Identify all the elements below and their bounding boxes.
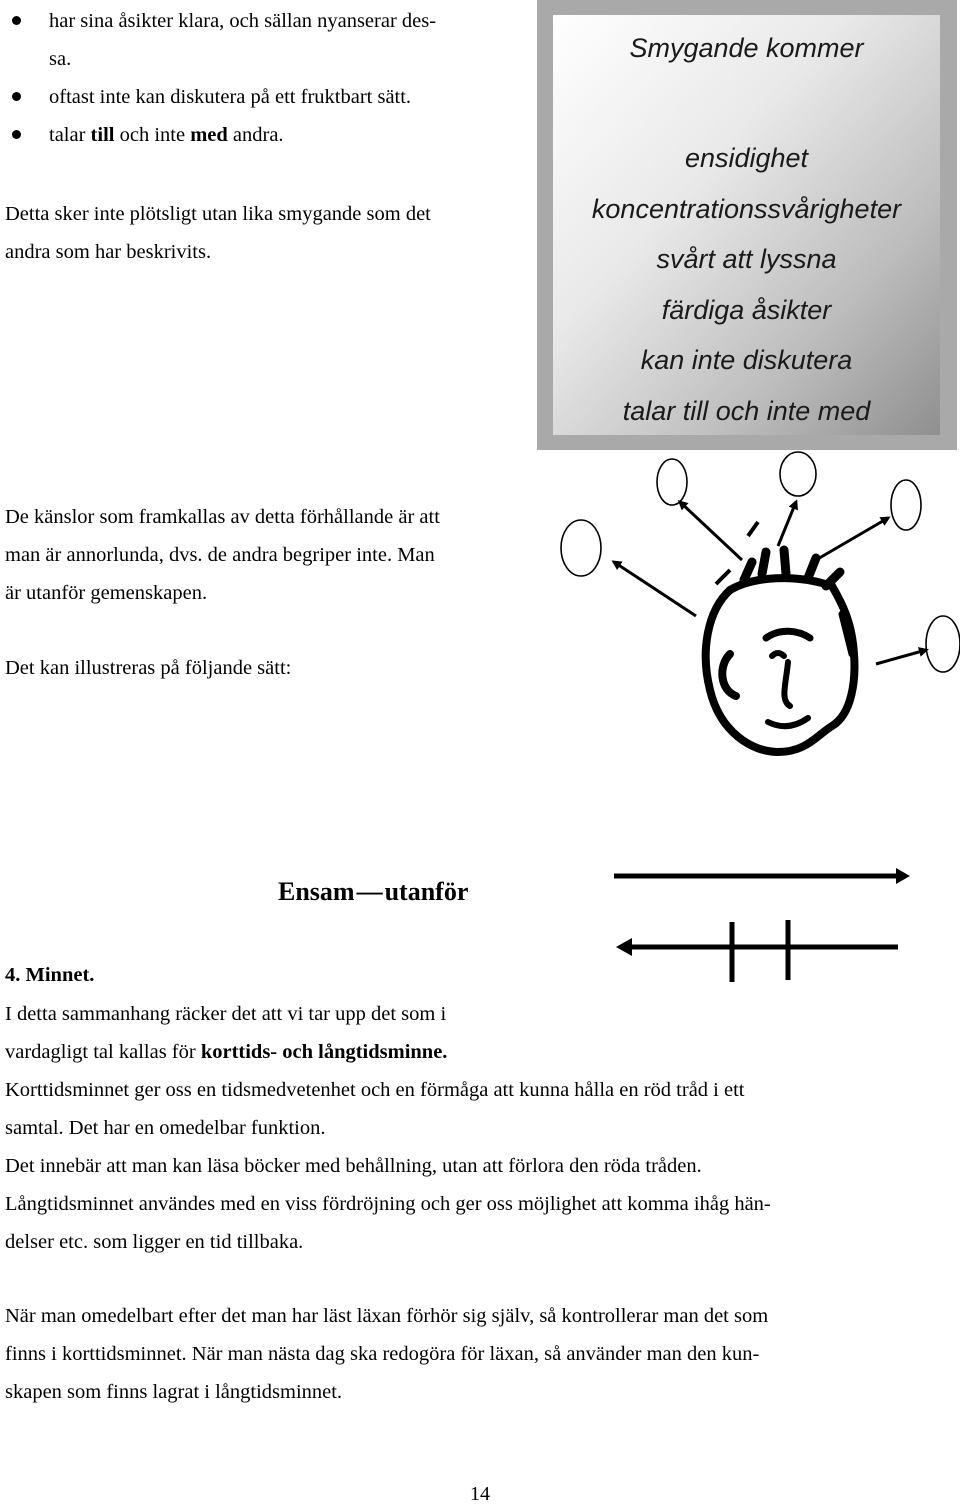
box-item: koncentrationssvårigheter [591, 193, 902, 224]
list-item-text: sa. [49, 48, 72, 70]
text-line: De känslor som framkallas av detta förhållande är att [5, 506, 440, 528]
symptom-box [553, 15, 940, 435]
arrow-icon [816, 518, 888, 560]
bullet-icon [12, 92, 21, 101]
head-icon [706, 550, 855, 752]
text-line: I detta sammanhang räcker det att vi tar upp det som i [5, 1003, 447, 1025]
bullet-list [12, 2, 552, 154]
box-title: Smygande kommer [629, 33, 864, 63]
feelings-paragraph [5, 498, 550, 612]
text-line: samtal. Det har en omedelbar funktion. [5, 1117, 326, 1139]
box-item: kan inte diskutera [640, 345, 853, 376]
box-item: talar till och inte med [622, 395, 871, 426]
head-illustration [540, 440, 960, 770]
bubble-icon [926, 616, 960, 672]
page-number: 14 [470, 1483, 490, 1505]
bullet-icon [12, 130, 21, 139]
box-item: färdiga åsikter [661, 294, 832, 325]
mark-icon [716, 570, 730, 584]
ensam-label: Ensam—utanför [278, 877, 469, 906]
list-item [12, 2, 552, 40]
text-line: andra som har beskrivits. [5, 241, 212, 263]
bubble-icon [657, 459, 687, 505]
list-item-text: har sina åsikter klara, och sällan nyanserar des- [49, 10, 437, 32]
box-item: ensidighet [684, 143, 809, 173]
text-line: Detta sker inte plötsligt utan lika smygande som det [5, 203, 431, 225]
text-line: finns i korttidsminnet. När man nästa dag ska redogöra för läxan, så använder man den kun- [5, 1343, 760, 1365]
box-item: svårt att lyssna [656, 244, 837, 275]
list-item [12, 116, 552, 154]
arrowhead-left-icon [616, 938, 632, 956]
arrow-icon [778, 502, 796, 546]
text-line: När man omedelbart efter det man har läst läxan förhör sig själv, så kontrollerar man det som [5, 1305, 769, 1327]
bubble-icon [780, 452, 816, 496]
bubble-icon [561, 520, 601, 576]
bubble-icon [891, 480, 921, 530]
text-line: är utanför gemenskapen. [5, 582, 208, 604]
intro-paragraph [5, 195, 545, 271]
list-item [12, 78, 552, 116]
list-item-continuation [12, 40, 552, 78]
text-line: Det innebär att man kan läsa böcker med behållning, utan att förlora den röda tråden. [5, 1155, 702, 1177]
text-line: vardagligt tal kallas för korttids- och långtidsminne. [5, 1041, 448, 1063]
text-line: Korttidsminnet ger oss en tidsmedvetenhet och en förmåga att kunna hålla en röd tråd i ett [5, 1079, 745, 1101]
illustrate-text: Det kan illustreras på följande sätt: [5, 657, 292, 679]
final-paragraph [5, 1297, 955, 1411]
mark-icon [748, 522, 758, 536]
text-line: man är annorlunda, dvs. de andra begriper inte. Man [5, 544, 435, 566]
arrows [614, 502, 926, 664]
text-line: skapen som finns lagrat i långtidsminnet. [5, 1381, 343, 1403]
memory-paragraph [5, 995, 955, 1261]
text-line: Långtidsminnet användes med en viss fördröjning och ger oss möjlighet att komma ihåg hän- [5, 1193, 771, 1215]
arrow-icon [680, 502, 742, 560]
arrow-diagram [600, 860, 920, 990]
bullet-icon [12, 16, 21, 25]
box-items [553, 133, 940, 437]
list-item-text: talar till och inte med andra. [49, 124, 284, 146]
arrow-icon [614, 562, 696, 616]
arrow-icon [876, 650, 926, 664]
section-heading: 4. Minnet. [5, 964, 95, 986]
list-item-text: oftast inte kan diskutera på ett fruktbart sätt. [49, 86, 412, 108]
text-line: delser etc. som ligger en tid tillbaka. [5, 1231, 304, 1253]
arrowhead-right-icon [896, 868, 910, 884]
